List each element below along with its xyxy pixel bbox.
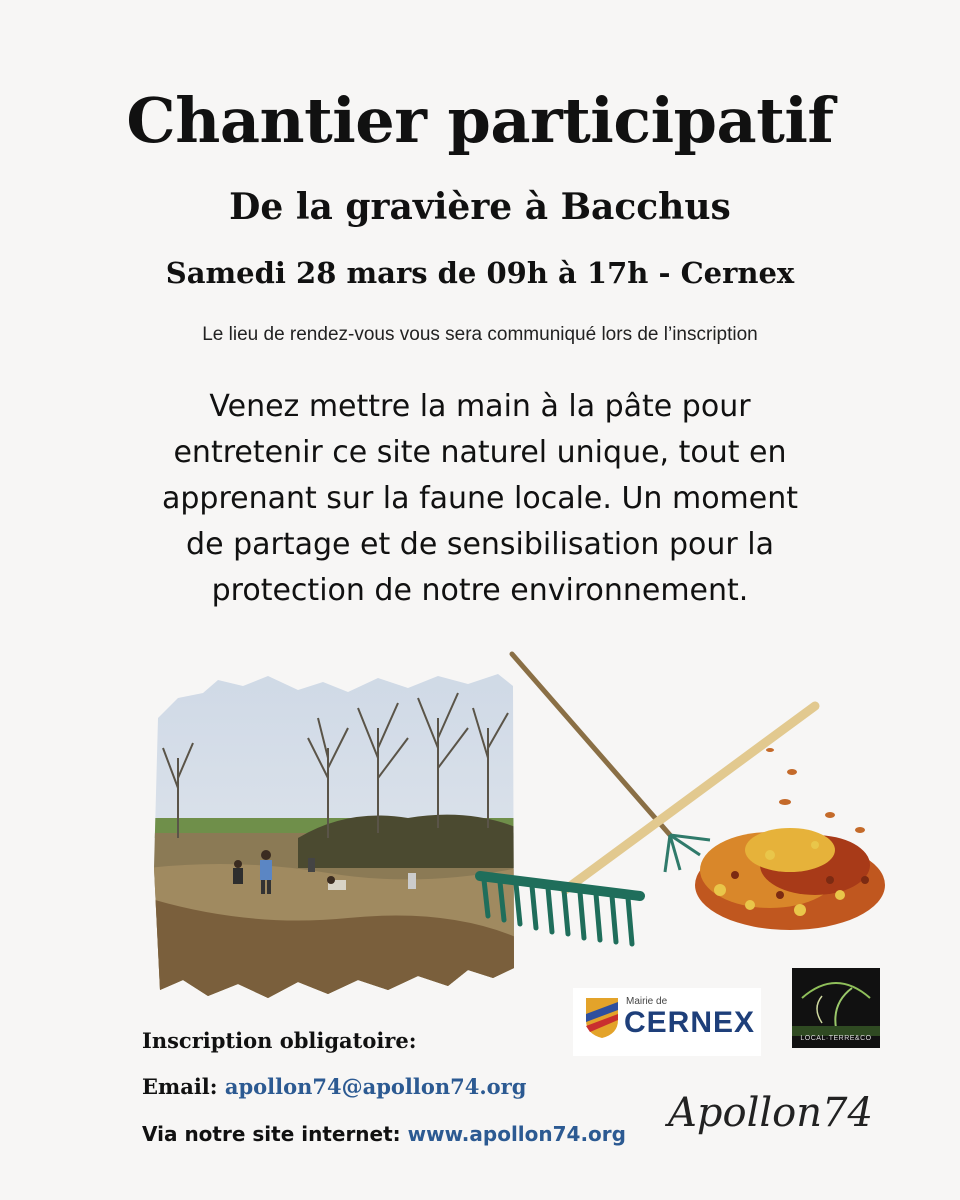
website-label: Via notre site internet:: [142, 1122, 401, 1146]
event-description: Venez mettre la main à la pâte pour entretenir ce site naturel unique, tout en apprenant sur la faune locale. Un moment de partage et de sensibilisation pour la protection de notre environnement.: [161, 389, 799, 608]
cernex-shield-icon: [584, 996, 620, 1040]
email-row: [142, 1074, 526, 1099]
signup-label: Inscription obligatoire:: [142, 1028, 417, 1053]
rakes-illustration: [470, 640, 890, 960]
volunteers-photo: [148, 668, 518, 1008]
apollon74-logo: Apollon74: [668, 1090, 873, 1136]
cernex-logo-small: Mairie de: [626, 996, 668, 1007]
meeting-note: Le lieu de rendez-vous vous sera communiqué lors de l’inscription: [202, 324, 758, 345]
page-title: Chantier participatif: [126, 84, 834, 157]
cernex-logo-text: CERNEX: [624, 1006, 756, 1039]
event-subtitle: De la gravière à Bacchus: [229, 186, 731, 228]
email-label: Email:: [142, 1074, 218, 1099]
website-row: [142, 1122, 626, 1146]
local-terre-text: LOCAL·TERRE&CO: [800, 1035, 872, 1042]
website-link[interactable]: www.apollon74.org: [407, 1122, 626, 1146]
email-link[interactable]: apollon74@apollon74.org: [224, 1074, 527, 1099]
event-date: Samedi 28 mars de 09h à 17h - Cernex: [165, 256, 795, 290]
